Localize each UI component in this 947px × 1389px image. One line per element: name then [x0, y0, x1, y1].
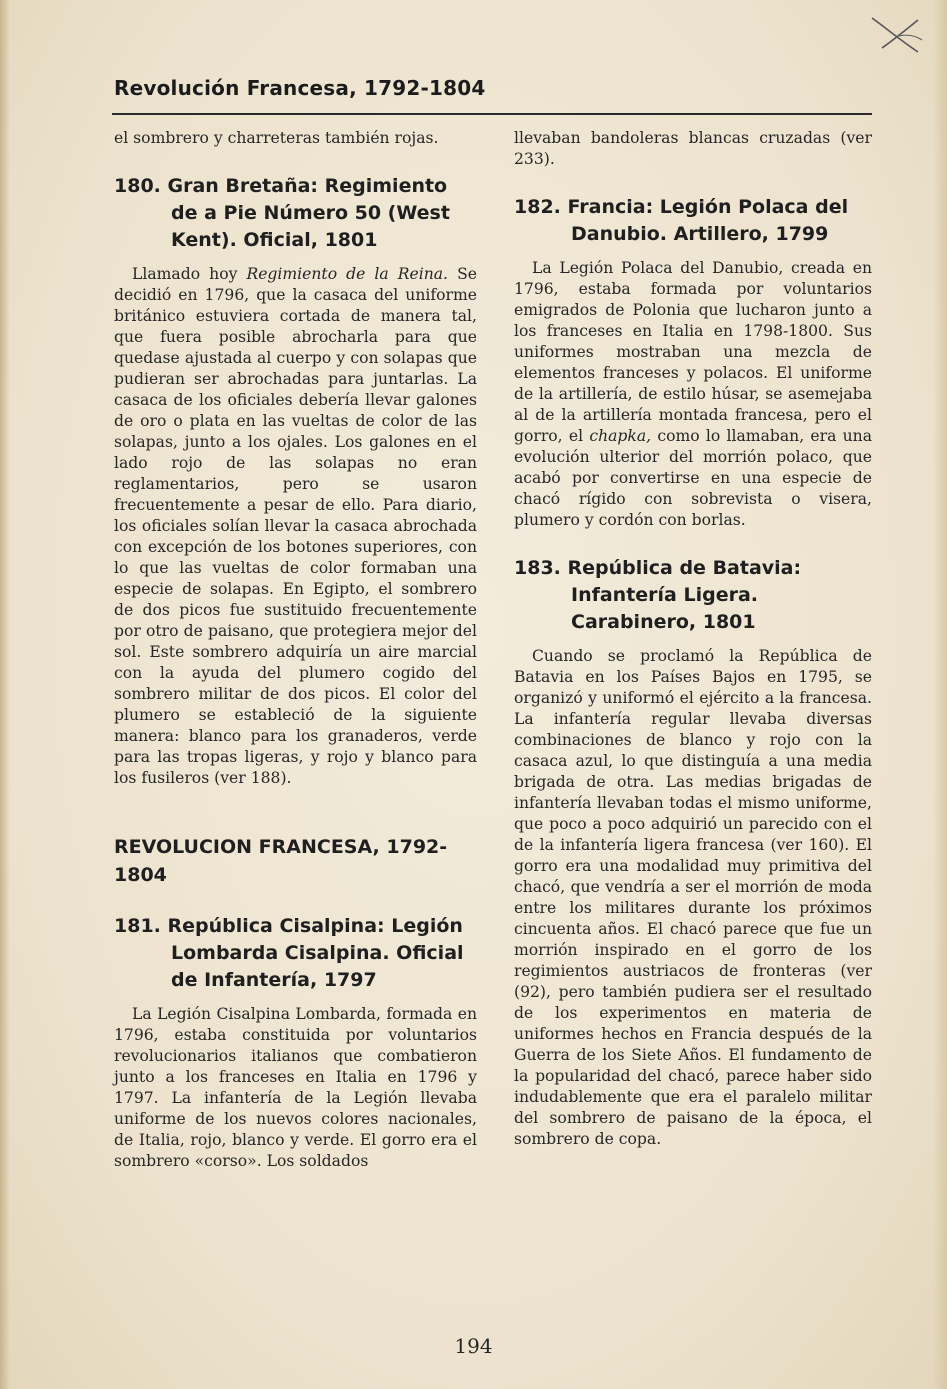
right-column	[514, 128, 872, 1150]
entry-text-182-lead: La Legión Polaca del Danubio, creada en 1796, estaba formada por voluntarios emigrados de Polonia que lucharon junto a los franceses en Italia en 1798-1800. Sus uniformes mostraban una mezcla de elementos franceses y polacos. El uniforme de la artillería, de estilo húsar, se asemejaba al de la artillería montada francesa, pero el gorro, el	[514, 259, 872, 445]
entry-text-180-lead: Llamado hoy	[132, 265, 247, 283]
header-rule	[112, 113, 872, 115]
pencil-x-mark-icon	[868, 14, 924, 56]
running-head: Revolución Francesa, 1792-1804	[114, 76, 486, 100]
entry-heading-180: 180. Gran Bretaña: Regimiento de a Pie Número 50 (West Kent). Oficial, 1801	[114, 175, 450, 251]
entry-heading-183: 183. República de Batavia: Infantería Ligera. Carabinero, 1801	[514, 557, 802, 633]
page-right-shadow	[933, 0, 947, 1389]
entry-text-183: Cuando se proclamó la República de Batavia en los Países Bajos en 1795, se organizó y uniformó el ejército a la francesa. La infantería regular llevaba diversas combinaciones de blanco y rojo con la casaca azul, lo que distinguía a una media brigada de otra. Las medias brigadas de infantería llevaban todas el mismo uniforme, que poco a poco adquirió un parecido con el de la infantería ligera francesa (ver 160). El gorro era una modalidad muy primitiva del chacó, que vendría a ser el morrión de moda entre los militares durante los próximos cincuenta años. El chacó parece que fue un morrión inspirado en el gorro de los regimientos austriacos de fronteras (ver (92), pero también pudiera ser el resultado de los experimentos en materia de uniformes hechos en Francia después de la Guerra de los Siete Años. El fundamento de la popularidad del chacó, parece haber sido indudablemente que era el paralelo militar del sombrero de paisano de la época, el sombrero de copa.	[514, 647, 872, 1148]
continued-text: el sombrero y charreteras también rojas.	[114, 129, 439, 147]
page-left-shadow	[0, 0, 10, 1389]
page-number: 194	[454, 1334, 493, 1358]
entry-text-180-body: Se decidió en 1796, que la casaca del uniforme británico estuviera cortada de manera tal, que fuera posible abrocharla para que quedase ajustada al cuerpo y con solapas que pudieran ser abrochadas para juntarlas. La casaca de los oficiales debería llevar galones de oro o plata en las vueltas de color de las solapas, junto a los ojales. Los galones en el lado rojo de las solapas no eran reglamentarios, pero se usaron frecuentemente a pesar de ello. Para diario, los oficiales solían llevar la casaca abrochada con excepción de los botones superiores, con lo que las vueltas de color formaban una especie de solapas. En Egipto, el sombrero de dos picos fue sustituido frecuentemente por otro de paisano, que protegiera mejor del sol. Este sombrero adquiría un aire marcial con la ayuda del plumero cogido del sombrero militar de dos picos. El color del plumero se estableció de la siguiente manera: blanco para los granaderos, verde para las tropas ligeras, y rojo y blanco para los fusileros (ver 188).	[114, 265, 477, 787]
entry-text-181: La Legión Cisalpina Lombarda, formada en 1796, estaba constituida por voluntarios revolucionarios italianos que combatieron junto a los franceses en Italia en 1796 y 1797. La infantería de la Legión llevaba uniforme de los nuevos colores nacionales, de Italia, rojo, blanco y verde. El gorro era el sombrero «corso». Los soldados	[114, 1005, 477, 1170]
entry-text-182	[514, 258, 872, 531]
entry-text-182-body: como lo llamaban, era una evolución ulterior del morrión polaco, que acabó por convertirse en una especie de chacó rígido con sobrevista o visera, plumero y cordón con borlas.	[514, 427, 873, 529]
entry-heading-182: 182. Francia: Legión Polaca del Danubio. Artillero, 1799	[514, 196, 849, 245]
entry-text-182-italic: chapka,	[589, 427, 652, 445]
left-column	[114, 128, 477, 1172]
entry-heading-181: 181. República Cisalpina: Legión Lombarda Cisalpina. Oficial de Infantería, 1797	[114, 915, 464, 991]
entry-text-180	[114, 264, 477, 789]
continued-text-right: llevaban bandoleras blancas cruzadas (ver 233).	[514, 129, 872, 168]
section-title: REVOLUCION FRANCESA, 1792-1804	[114, 836, 448, 886]
entry-text-180-italic: Regimiento de la Reina.	[246, 265, 449, 283]
